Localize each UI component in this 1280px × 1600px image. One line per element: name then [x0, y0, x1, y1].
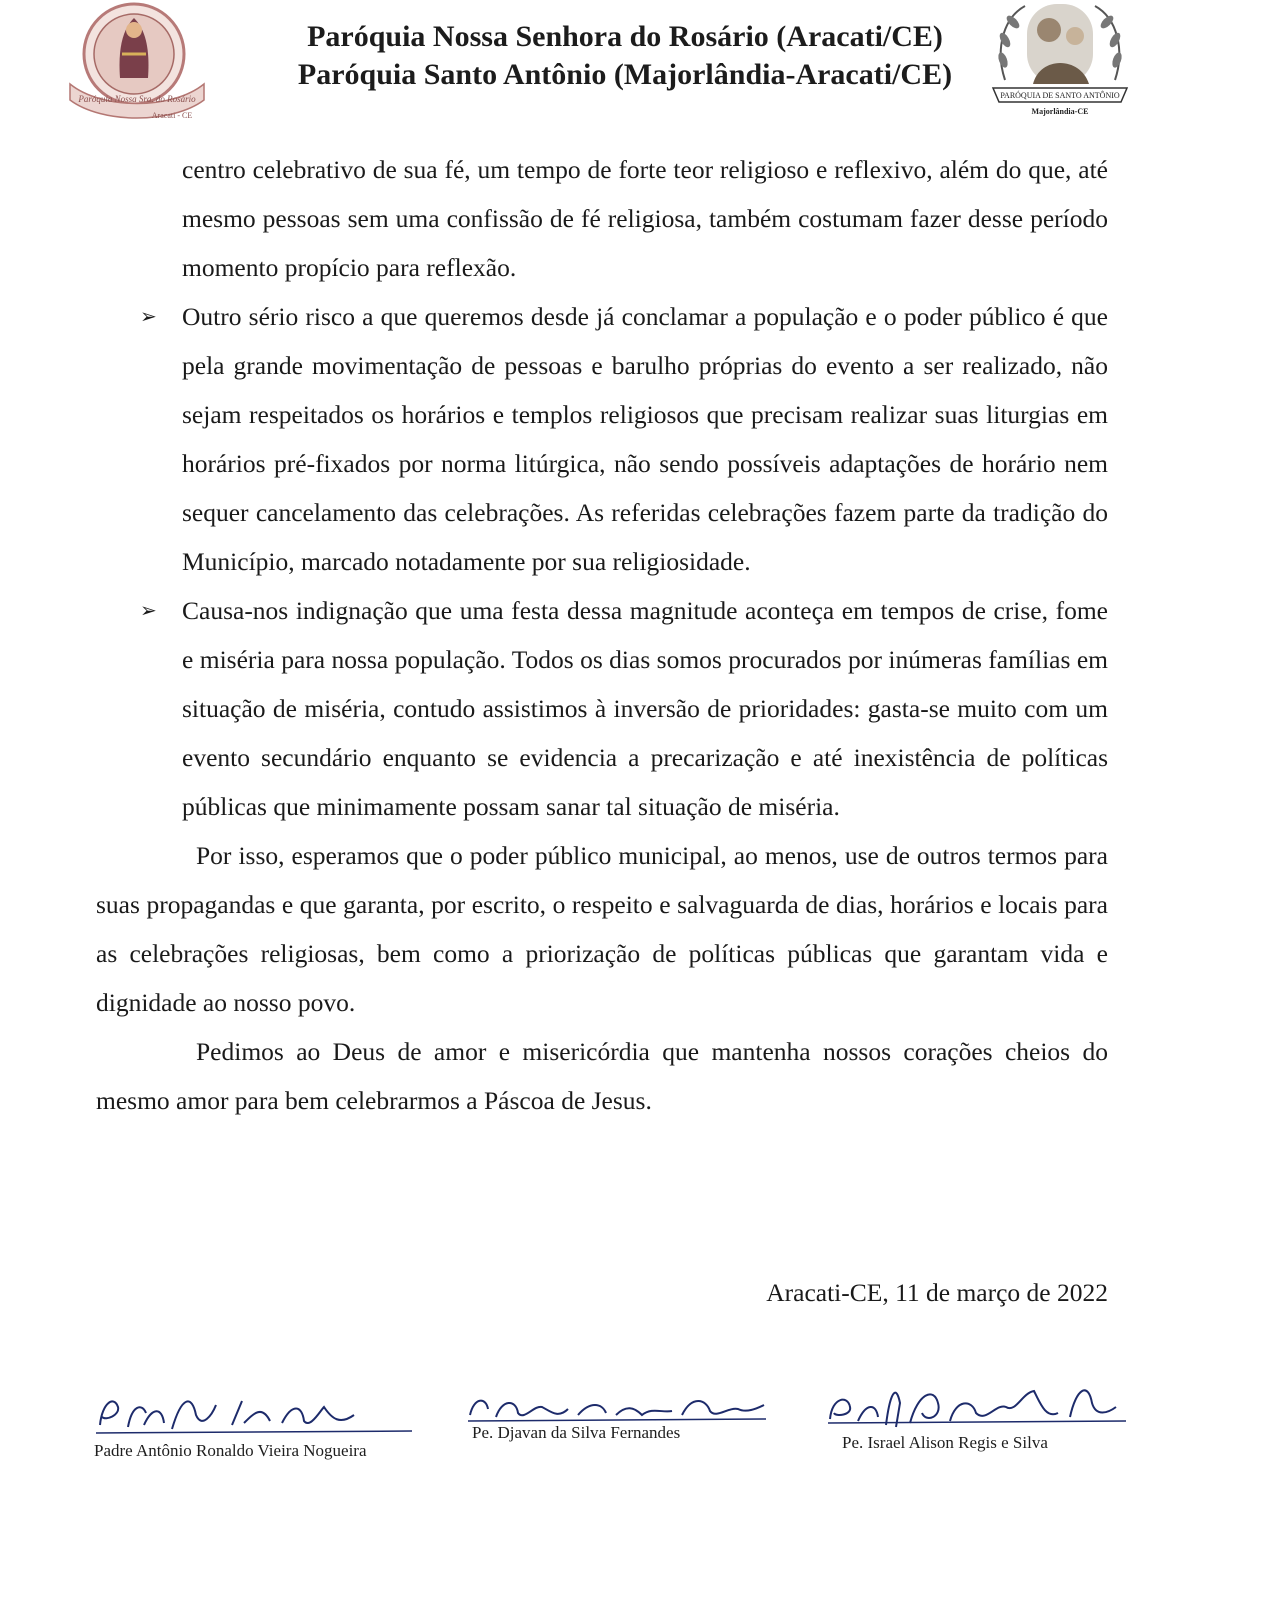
signature-2	[466, 1385, 786, 1475]
svg-text:PARÓQUIA DE SANTO ANTÔNIO: PARÓQUIA DE SANTO ANTÔNIO	[1000, 91, 1120, 100]
title-line-1: Paróquia Nossa Senhora do Rosário (Aracati/CE)	[307, 20, 943, 53]
title-line-2: Paróquia Santo Antônio (Majorlândia-Aracati/CE)	[297, 58, 953, 91]
paragraph-request: Por isso, esperamos que o poder público municipal, ao menos, use de outros termos para suas propagandas e que garanta, por escrito, o respeito e salvaguarda de dias, horários e locais para as celebrações religiosas, bem como a priorização de políticas públicas que garantam vida e dignidade ao nosso povo.	[96, 841, 1108, 1017]
letterhead	[0, 0, 1280, 140]
signatory-name-3: Pe. Israel Alison Regis e Silva	[842, 1433, 1048, 1452]
letter-date: Aracati-CE, 11 de março de 2022	[766, 1278, 1108, 1307]
bullet-text: Outro sério risco a que queremos desde já conclamar a população e o poder público é que pela grande movimentação de pessoas e barulho próprias do evento a ser realizado, não sejam respeitados os horários e templos religiosos que precisam realizar suas liturgias em horários pré-fixados por norma litúrgica, não sendo possíveis adaptações de horário nem sequer cancelamento das celebrações. As referidas celebrações fazem parte da tradição do Município, marcado notadamente por sua religiosidade.	[182, 302, 1108, 576]
signatures-block	[0, 1385, 1280, 1515]
signature-3	[826, 1373, 1156, 1473]
handwritten-signature-1	[92, 1385, 422, 1445]
signatory-name-1: Padre Antônio Ronaldo Vieira Nogueira	[94, 1441, 367, 1460]
signatory-name-2: Pe. Djavan da Silva Fernandes	[472, 1423, 681, 1442]
bullet-item-1	[96, 292, 1108, 586]
parish-santo-antonio-seal-logo	[985, 0, 1135, 124]
svg-text:Aracati - CE: Aracati - CE	[151, 111, 193, 120]
parish-titles	[220, 18, 1030, 94]
bullet-item-2	[96, 586, 1108, 831]
svg-text:Paróquia Nossa Sra. do Rosário: Paróquia Nossa Sra. do Rosário	[78, 94, 196, 104]
bullet-text: Causa-nos indignação que uma festa dessa magnitude aconteça em tempos de crise, fome e miséria para nossa população. Todos os dias somos procurados por inúmeras famílias em situação de miséria, contudo assistimos à inversão de prioridades: gasta-se muito com um evento secundário enquanto se evidencia a precarização e até inexistência de políticas públicas que minimamente possam sanar tal situação de miséria.	[182, 596, 1108, 821]
letter-body	[96, 145, 1108, 1125]
parish-rosario-seal-logo	[62, 0, 212, 124]
paragraph-continuation: centro celebrativo de sua fé, um tempo de forte teor religioso e reflexivo, além do que, até mesmo pessoas sem uma confissão de fé religiosa, também costumam fazer desse período momento propício para reflexão.	[182, 155, 1108, 282]
handwritten-signature-3	[826, 1373, 1156, 1435]
arrow-bullet-icon: ➢	[140, 598, 157, 622]
signature-1	[92, 1385, 422, 1475]
arrow-bullet-icon: ➢	[140, 304, 157, 328]
svg-text:Majorlândia-CE: Majorlândia-CE	[1031, 107, 1089, 116]
paragraph-closing: Pedimos ao Deus de amor e misericórdia que mantenha nossos corações cheios do mesmo amor para bem celebrarmos a Páscoa de Jesus.	[96, 1037, 1108, 1115]
